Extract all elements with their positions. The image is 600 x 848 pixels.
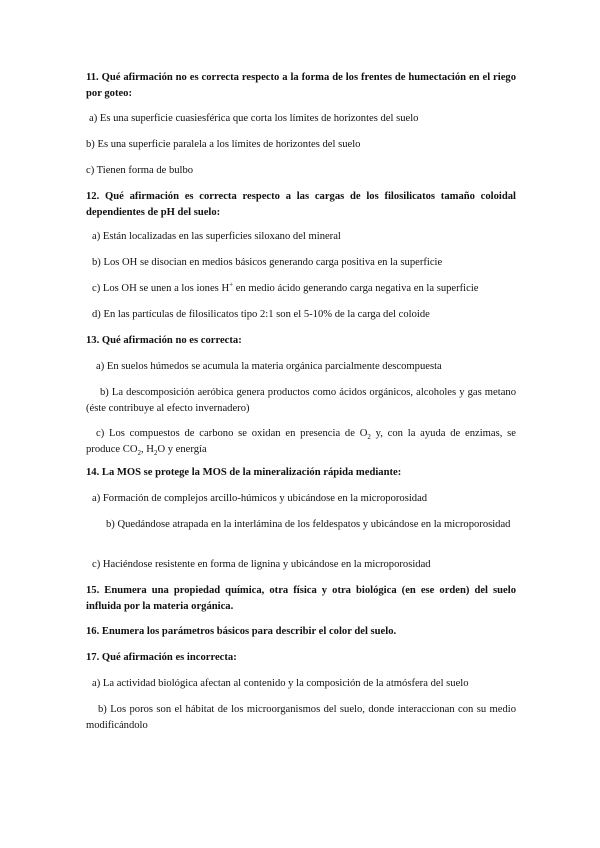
question-12-option-b: b) Los OH se disocian en medios básicos generando carga positiva en la superficie: [92, 257, 443, 268]
option-text: , H: [140, 444, 154, 455]
question-14-title: 14. La MOS se protege la MOS de la mineralización rápida mediante:: [86, 467, 402, 478]
question-11-option-c: c) Tienen forma de bulbo: [86, 165, 194, 176]
question-12-option-d: d) En las partículas de filosilicatos tipo 2:1 son el 5-10% de la carga del coloide: [92, 309, 430, 320]
question-17-option-a: a) La actividad biológica afectan al contenido y la composición de la atmósfera del suelo: [92, 678, 469, 689]
question-17-title: 17. Qué afirmación es incorrecta:: [86, 652, 237, 663]
question-12-option-c: [92, 281, 516, 297]
question-11-option-a: a) Es una superficie cuasiesférica que corta los límites de horizontes del suelo: [89, 113, 419, 124]
question-15-title: 15. Enumera una propiedad química, otra física y otra biológica (en ese orden) del suelo influida por la materia orgánica.: [86, 585, 516, 612]
question-13-option-b: b) La descomposición aeróbica genera productos como ácidos orgánicos, alcoholes y gas metano (éste contribuye al efecto invernadero): [86, 387, 516, 414]
subscript: 2: [153, 449, 158, 458]
question-11-option-b: b) Es una superficie paralela a los límites de horizontes del suelo: [86, 139, 361, 150]
question-14-option-c: c) Haciéndose resistente en forma de lignina y ubicándose en la microporosidad: [92, 559, 431, 570]
option-text: c) Los compuestos de carbono se oxidan en presencia de O: [96, 428, 368, 439]
superscript: +: [229, 280, 234, 289]
question-13-option-a: a) En suelos húmedos se acumula la materia orgánica parcialmente descompuesta: [96, 361, 442, 372]
option-text: O y energía: [157, 444, 207, 455]
subscript: 2: [367, 433, 371, 442]
question-12-title: 12. Qué afirmación es correcta respecto a las cargas de los filosilicatos tamaño coloidal dependientes de pH del suelo:: [86, 191, 516, 218]
question-13-title: 13. Qué afirmación no es correcta:: [86, 335, 242, 346]
option-text: c) Los OH se unen a los iones H: [92, 283, 230, 294]
question-13-option-c: [86, 426, 516, 458]
question-17-option-b: b) Los poros son el hábitat de los microorganismos del suelo, donde interaccionan con su medio modificándolo: [86, 704, 516, 731]
question-14-option-b: b) Quedándose atrapada en la interlámina de los feldespatos y ubicándose en la microporosidad: [106, 519, 511, 530]
question-16-title: 16. Enumera los parámetros básicos para describir el color del suelo.: [86, 626, 397, 637]
question-12-option-a: a) Están localizadas en las superficies siloxano del mineral: [92, 231, 341, 242]
question-14-option-a: a) Formación de complejos arcillo-húmicos y ubicándose en la microporosidad: [92, 493, 428, 504]
option-text: y, con la ayuda de enzimas, se produce CO: [86, 428, 516, 455]
subscript: 2: [137, 449, 141, 458]
option-text: en medio ácido generando carga negativa en la superficie: [233, 283, 479, 294]
question-11-title: 11. Qué afirmación no es correcta respecto a la forma de los frentes de humectación en el riego por goteo:: [86, 72, 516, 99]
